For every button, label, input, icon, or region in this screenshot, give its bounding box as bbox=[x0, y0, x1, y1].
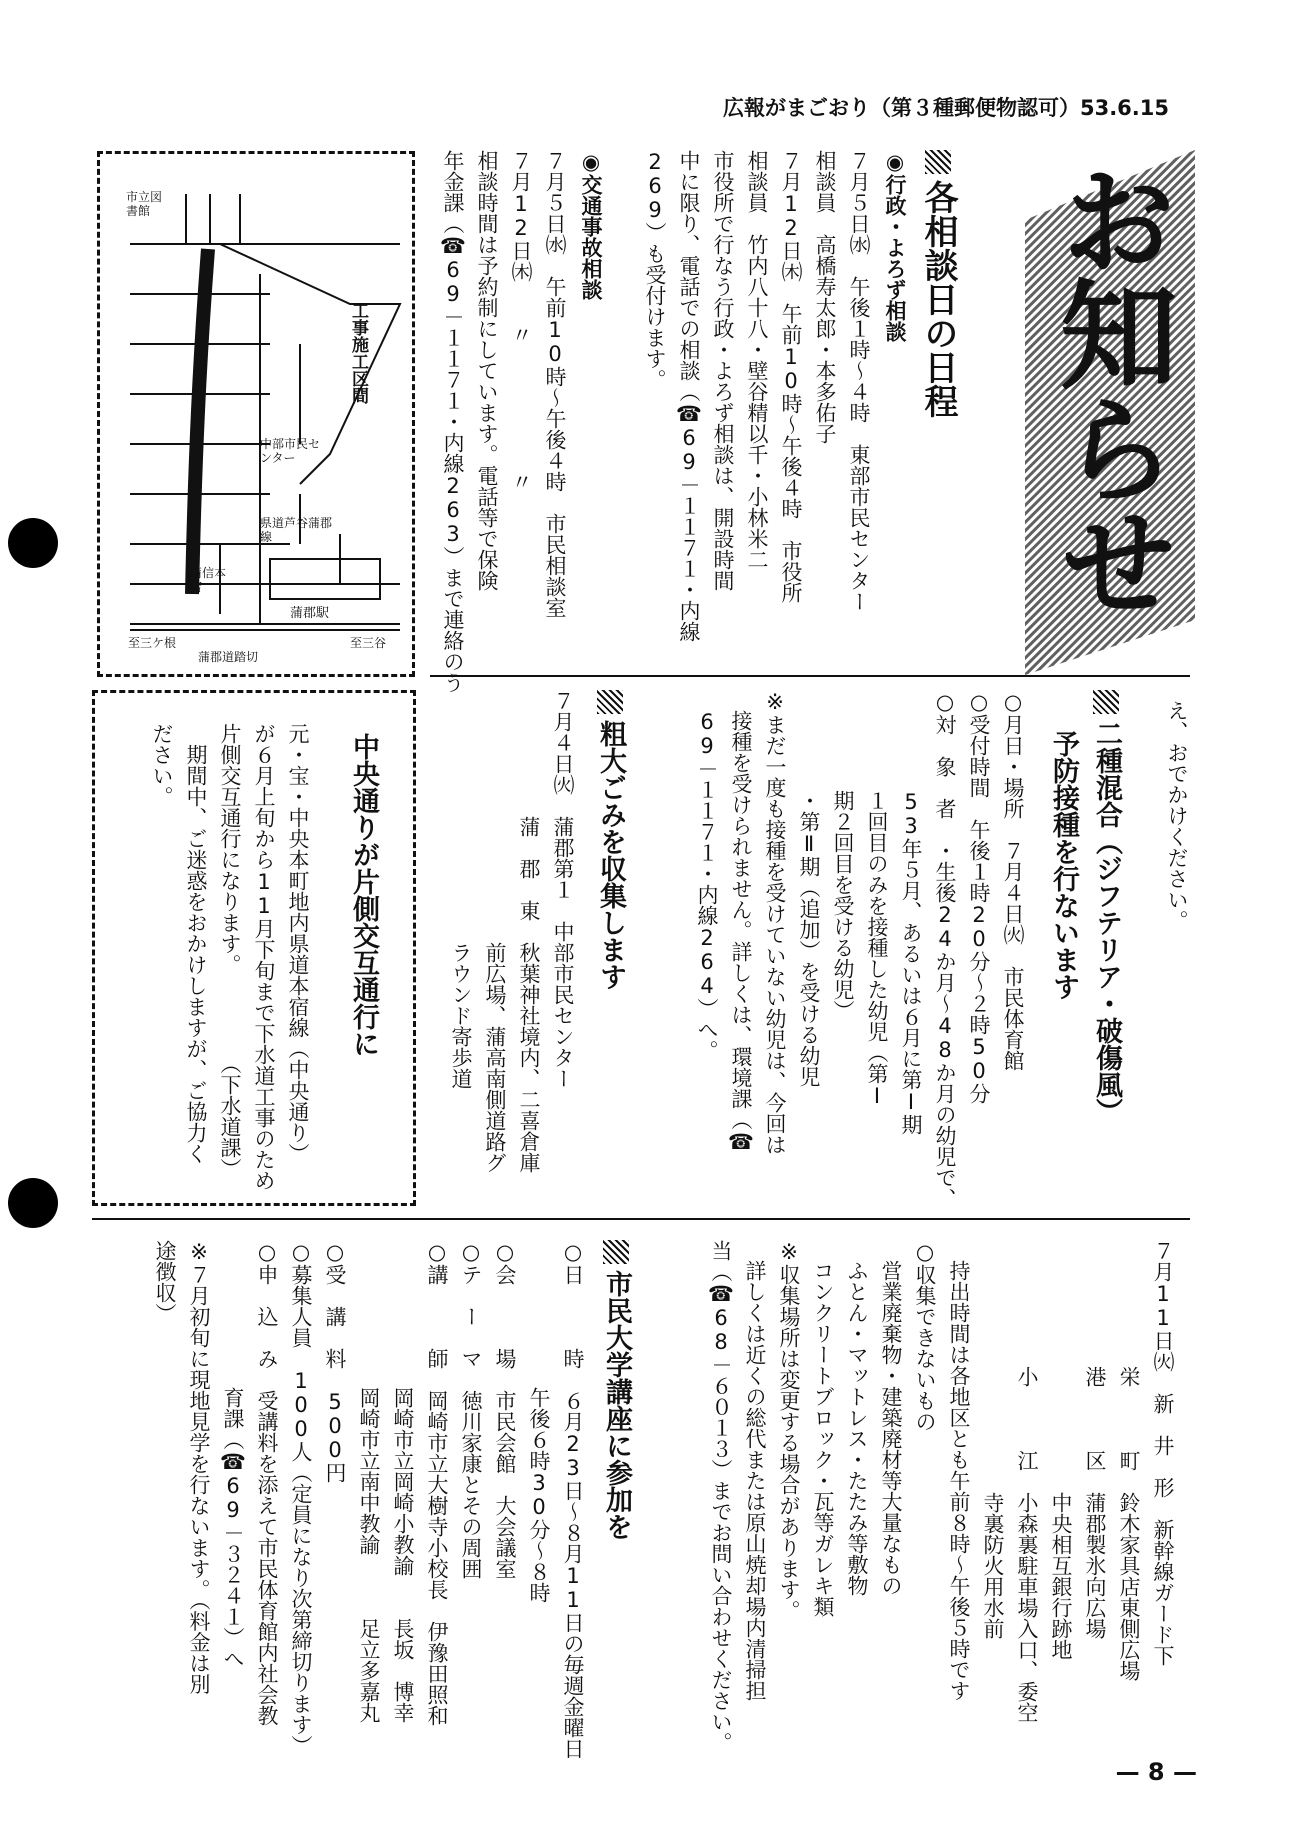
vaccine-line: ○月日・場所 ７月４日㈫ 市民体育館 bbox=[1001, 690, 1025, 1071]
map-label-route: 県道芦谷蒲郡線 bbox=[260, 516, 333, 544]
traffic-body bbox=[430, 150, 572, 693]
garbage-line: 前広場、蒲高南側道路グ bbox=[483, 690, 507, 1173]
page-number: — 8 — bbox=[1115, 1758, 1197, 1786]
garbage-cont-line: ７月11日㈫ 新 井 形 新幹線ガード下 bbox=[1151, 1240, 1175, 1666]
hatch-icon bbox=[925, 150, 951, 174]
garbage-cont-line: ふとん・マットレス・たたみ等敷物 bbox=[845, 1260, 869, 1596]
hatch-icon bbox=[603, 1240, 629, 1264]
vaccine-line: 接種を受けられません。詳しくは、環境課（☎ bbox=[729, 710, 753, 1154]
vaccine-subtitle: 予防接種を行ないます bbox=[1048, 730, 1079, 1000]
garbage-cont-line: 寺裏防火用水前 bbox=[981, 1240, 1005, 1639]
road-line: ださい。 bbox=[150, 723, 174, 807]
college-line: 育課（☎69－３２４１）へ bbox=[221, 1240, 245, 1669]
vaccine-line: １回目のみを接種した幼児（第Ⅰ bbox=[865, 790, 889, 1108]
admin-line: ７月５日㈬ 午後１時～４時 東部市民センター bbox=[847, 150, 871, 612]
college-line: ○会 場 市民会館 大会議室 bbox=[493, 1240, 517, 1579]
garbage-cont-line: コンクリートブロック・瓦等ガレキ類 bbox=[811, 1260, 835, 1617]
vaccine-line: ○受付時間 午後１時20分～２時50分 bbox=[967, 690, 991, 1104]
map-label-to-right: 至三谷 bbox=[350, 636, 387, 650]
college-line: ○申 込 み 受講料を添えて市民体育館内社会教 bbox=[255, 1240, 279, 1726]
vaccine-line: ※まだ一度も接種を受けていない幼児は、今回は bbox=[763, 690, 787, 1155]
map-roads bbox=[100, 154, 412, 674]
divider-upper bbox=[430, 675, 1190, 677]
admin-line: 相談員 高橋寿太郎・本多佑子 bbox=[813, 150, 837, 444]
map-label-section: 工事施工区間 bbox=[348, 302, 368, 404]
page-header: 広報がまごおり（第３種郵便物認可）53.6.15 bbox=[722, 96, 1169, 120]
road-credit: （下水道課） bbox=[218, 1053, 242, 1179]
vaccine-line: 期２回目を受ける幼児） bbox=[831, 790, 855, 1021]
garbage-cont-line: 当（☎68－６０１３）までお問い合わせください。 bbox=[709, 1240, 733, 1753]
garbage-line: ７月４日㈫ 蒲郡第１ 中部市民センター bbox=[551, 690, 575, 1089]
road-notice bbox=[92, 690, 416, 1206]
road-line: 片側交互通行になります。 bbox=[218, 723, 242, 975]
garbage-body bbox=[430, 690, 580, 1210]
college-line: 午後６時30分～８時 bbox=[527, 1240, 551, 1603]
hatch-icon bbox=[597, 690, 623, 714]
vaccine-line: ・第Ⅱ期（追加）を受ける幼児 bbox=[797, 790, 821, 1087]
garbage-cont-line: ※収集場所は変更する場合があります。 bbox=[777, 1240, 801, 1621]
vaccine-line: ○対 象 者 ・生後24か月～48か月の幼児で、 bbox=[933, 690, 957, 1209]
traffic-line: 年金課（☎69－１１７１・内線263）まで連絡のう bbox=[441, 150, 465, 693]
road-title: 中央通りが片側交互通行に bbox=[348, 733, 379, 1057]
admin-line: 中に限り、電話での相談（☎69－１１７１・内線 bbox=[677, 150, 701, 642]
punch-hole-top bbox=[8, 518, 58, 568]
consultation-title: 各相談日の日程 bbox=[916, 150, 960, 418]
garbage-cont-line: 詳しくは近くの総代または原山焼却場内清掃担 bbox=[743, 1260, 767, 1701]
banner bbox=[1005, 150, 1205, 675]
admin-body bbox=[640, 150, 876, 670]
garbage-cont-line: 持出時間は各地区とも午前８時～午後５時です bbox=[947, 1260, 971, 1701]
college-line: ○受 講 料 500円 bbox=[323, 1240, 347, 1483]
garbage-cont-line: 小 江 小森裏駐車場入口、委空 bbox=[1015, 1240, 1039, 1723]
college-line: 岡崎市立南中教諭 足立多嘉丸 bbox=[357, 1240, 381, 1723]
divider-lower bbox=[92, 1218, 1190, 1220]
traffic-line: 相談時間は予約制にしています。電話等で保険 bbox=[475, 150, 499, 591]
admin-line: 市役所で行なう行政・よろず相談は、開設時間 bbox=[711, 150, 735, 591]
college-line: 岡崎市立岡崎小教諭 長坂 博幸 bbox=[391, 1240, 415, 1723]
construction-map bbox=[97, 151, 415, 677]
college-line: ○講 師 岡崎市立大樹寺小校長 伊豫田照和 bbox=[425, 1240, 449, 1726]
map-label-bank: 蒲信本店 bbox=[190, 566, 227, 594]
map-label-crossing: 蒲郡道踏切 bbox=[198, 650, 259, 664]
prev-tail-line: え、おでかけください。 bbox=[1165, 700, 1189, 931]
college-line: ○日 時 ６月23日～８月11日の毎週金曜日 bbox=[561, 1240, 585, 1759]
hatch-icon bbox=[1093, 690, 1119, 714]
college-line: ○募集人員 100人（定員になり次第締切ります） bbox=[289, 1240, 313, 1756]
map-label-library: 市立図書館 bbox=[126, 190, 163, 218]
traffic-line: ７月５日㈬ 午前10時～午後４時 市民相談室 bbox=[543, 150, 567, 618]
road-line: 期間中、ご迷惑をおかけしますが、ご協力く bbox=[184, 723, 208, 1164]
garbage-cont-line: 営業廃棄物・建築廃材等大量なもの bbox=[879, 1260, 903, 1596]
college-title: 市民大学講座に参加を bbox=[598, 1240, 634, 1540]
road-line: が６月上旬から11月下旬まで下水道工事のため bbox=[252, 723, 276, 1191]
vaccine-line: 53年５月、あるいは６月に第Ⅰ期 bbox=[899, 790, 923, 1135]
college-line: ※７月初旬に現地見学を行ないます。（料金は別 bbox=[187, 1240, 211, 1695]
traffic-line: ７月12日㈭ 〃 〃 bbox=[509, 150, 533, 492]
garbage-cont-line: ○収集できないもの bbox=[913, 1240, 937, 1432]
vaccine-body bbox=[680, 690, 1030, 1210]
admin-line: ７月12日㈭ 午前10時～午後４時 市役所 bbox=[779, 150, 803, 603]
college-line: ○テ ー マ 徳川家康とその周囲 bbox=[459, 1240, 483, 1579]
garbage-line: ラウンド寄歩道 bbox=[449, 690, 473, 1089]
vaccine-title: 二種混合（ジフテリア・破傷風） bbox=[1088, 690, 1124, 1125]
road-line: 元・宝・中央本町地内県道本宿線（中央通り） bbox=[286, 723, 310, 1164]
vaccine-line: 69－１１７１・内線264）へ。 bbox=[695, 710, 719, 1061]
admin-line: 相談員 竹内八十八・壁谷精以千・小林米二 bbox=[745, 150, 769, 570]
map-label-to-left: 至三ケ根 bbox=[128, 636, 177, 650]
punch-hole-bottom bbox=[8, 1178, 58, 1228]
garbage-line: 蒲 郡 東 秋葉神社境内、二喜倉庫 bbox=[517, 690, 541, 1173]
garbage-cont-line: 港 区 蒲郡製氷向広場 bbox=[1083, 1240, 1107, 1639]
garbage-continued bbox=[680, 1240, 1180, 1753]
map-label-station: 蒲郡駅 bbox=[290, 606, 330, 621]
traffic-heading: ◉交通事故相談 bbox=[579, 150, 603, 300]
college-body bbox=[100, 1240, 590, 1759]
garbage-cont-line: 中央相互銀行跡地 bbox=[1049, 1240, 1073, 1660]
banner-title: お知らせ bbox=[1040, 160, 1178, 616]
admin-line: 269）も受付けます。 bbox=[643, 150, 667, 390]
garbage-title: 粗大ごみを収集します bbox=[592, 690, 628, 990]
admin-heading: ◉行政・よろず相談 bbox=[883, 150, 907, 342]
garbage-cont-line: 栄 町 鈴木家具店東側広場 bbox=[1117, 1240, 1141, 1681]
map-label-center: 中部市民センター bbox=[260, 437, 321, 465]
college-line: 途徴収） bbox=[153, 1240, 177, 1324]
